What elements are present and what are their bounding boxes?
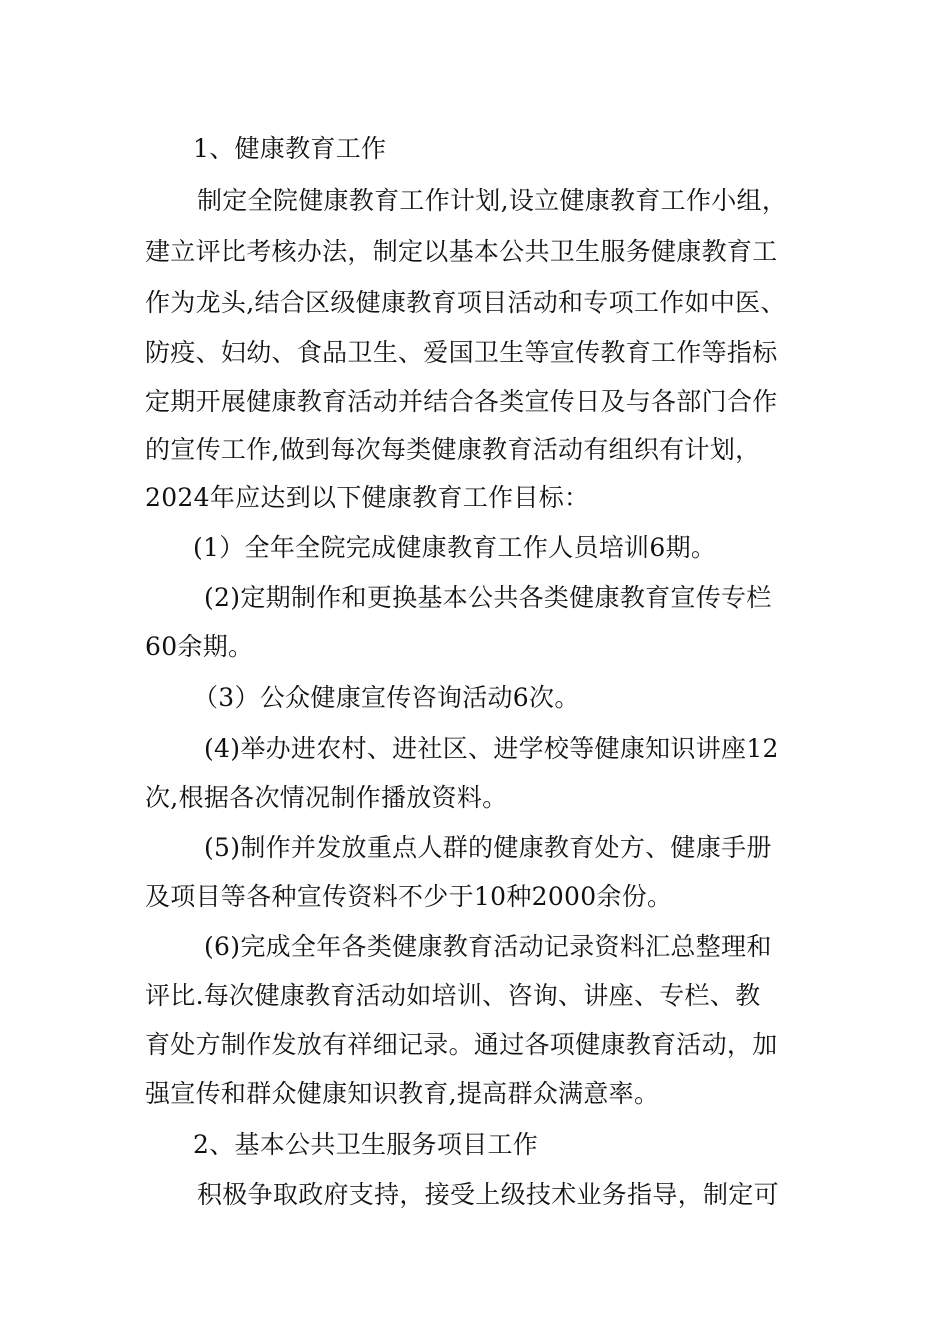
section-heading-1: 1、健康教育工作 [193, 134, 387, 163]
paragraph-line: 定期开展健康教育活动并结合各类宣传日及与各部门合作 [145, 387, 778, 416]
list-item-2: (2)定期制作和更换基本公共各类健康教育宣传专栏 [204, 583, 772, 612]
paragraph-line: 2024年应达到以下健康教育工作目标： [145, 483, 590, 512]
paragraph-line: 的宣传工作,做到每次每类健康教育活动有组织有计划， [145, 435, 761, 464]
list-item-6-continued: 强宣传和群众健康知识教育,提高群众满意率。 [145, 1079, 660, 1108]
list-item-5-continued: 及项目等各种宣传资料不少于10种2000余份。 [145, 882, 673, 911]
list-item-5: (5)制作并发放重点人群的健康教育处方、健康手册 [204, 833, 772, 862]
paragraph-line: 防疫、妇幼、食品卫生、爱国卫生等宣传教育工作等指标 [145, 338, 778, 367]
paragraph-line: 建立评比考核办法，制定以基本公共卫生服务健康教育工 [145, 237, 778, 266]
list-item-2-continued: 60余期。 [145, 632, 254, 661]
list-item-3: （3）公众健康宣传咨询活动6次。 [193, 683, 580, 712]
list-item-6: (6)完成全年各类健康教育活动记录资料汇总整理和 [204, 932, 772, 961]
list-item-1: (1）全年全院完成健康教育工作人员培训6期。 [193, 533, 717, 562]
list-item-6-continued: 评比.每次健康教育活动如培训、咨询、讲座、专栏、教 [145, 981, 761, 1010]
list-item-4: (4)举办进农村、进社区、进学校等健康知识讲座12 [204, 734, 779, 763]
paragraph-line: 制定全院健康教育工作计划,设立健康教育工作小组， [197, 186, 788, 215]
paragraph-line: 积极争取政府支持，接受上级技术业务指导，制定可 [197, 1180, 779, 1209]
section-heading-2: 2、基本公共卫生服务项目工作 [193, 1130, 539, 1159]
paragraph-line: 作为龙头,结合区级健康教育项目活动和专项工作如中医、 [145, 288, 786, 317]
list-item-4-continued: 次,根据各次情况制作播放资料。 [145, 783, 508, 812]
list-item-6-continued: 育处方制作发放有祥细记录。通过各项健康教育活动，加 [145, 1030, 778, 1059]
